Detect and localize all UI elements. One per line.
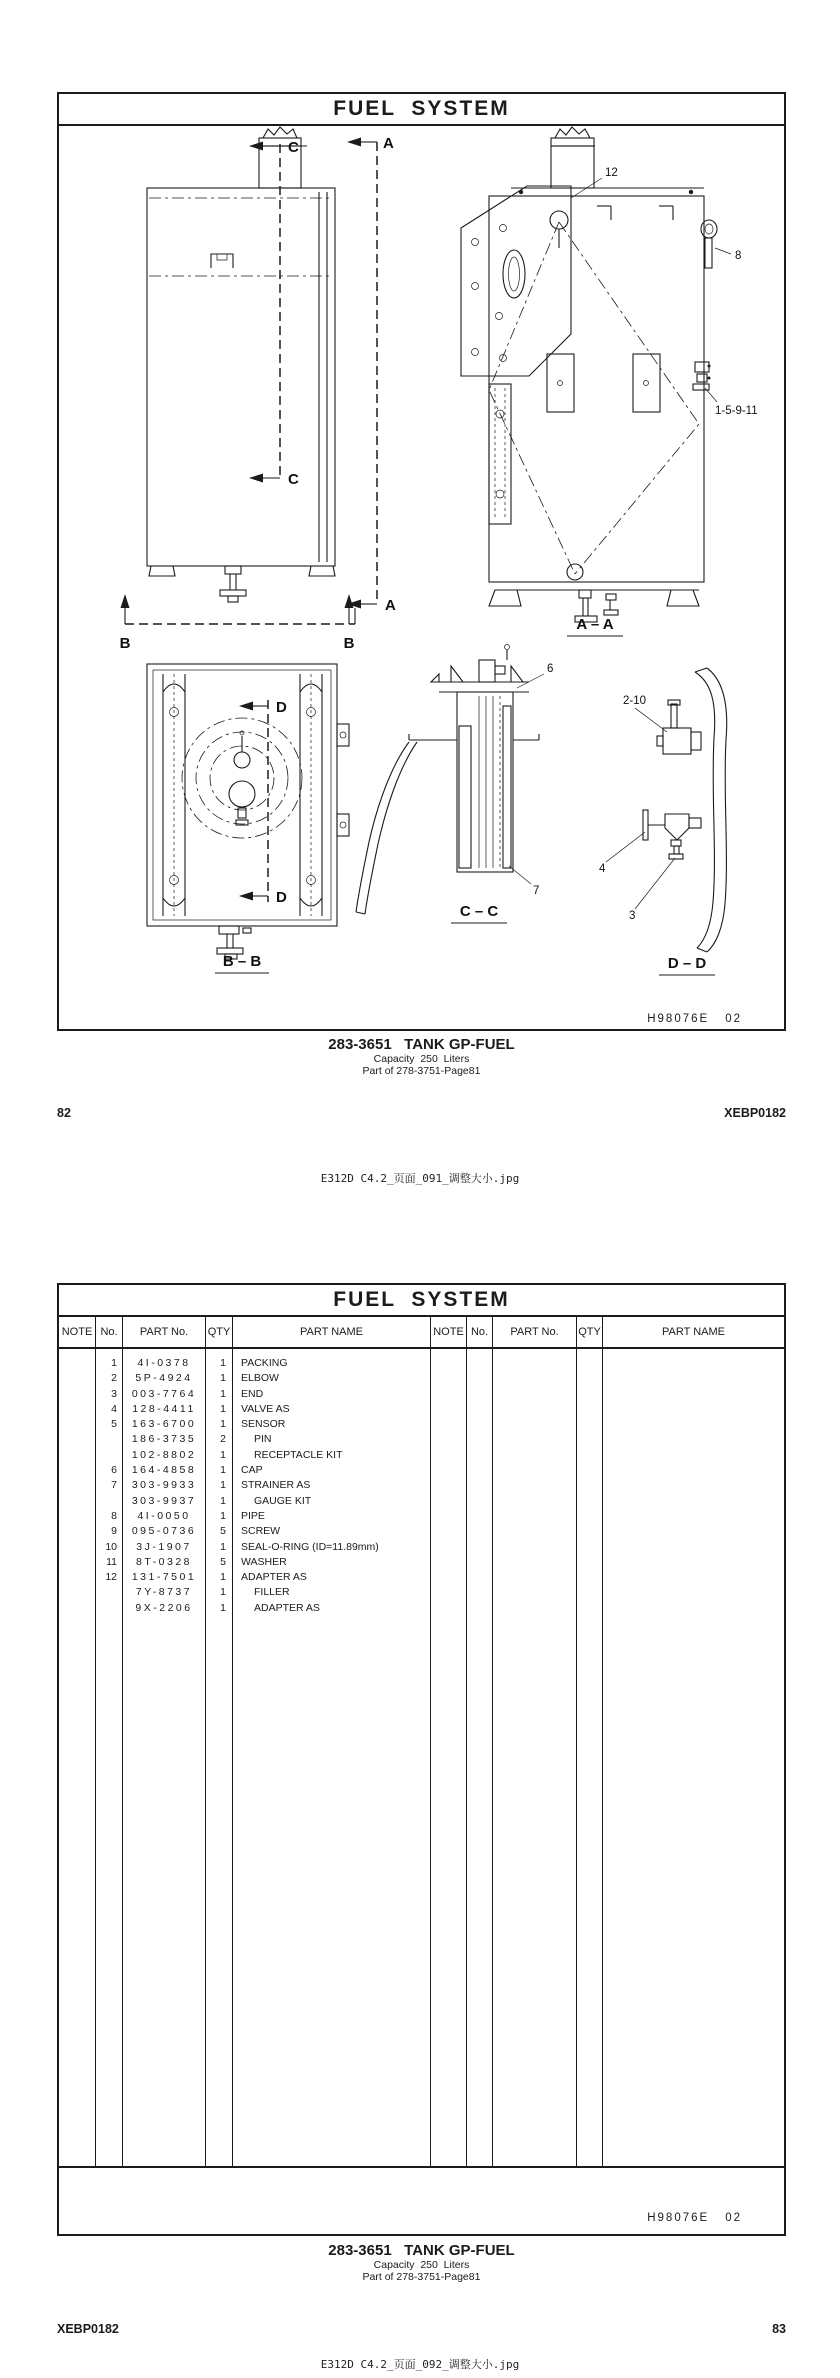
drawing-area [59, 126, 784, 1031]
drawing-sheet-page1 [57, 92, 786, 1031]
cell-note [59, 1509, 95, 1524]
capacity-note: Capacity 250 Liters [373, 1053, 470, 1066]
svg-text:C – C: C – C [459, 903, 499, 920]
dd-callouts [599, 695, 675, 922]
cell-name: END [241, 1387, 264, 1400]
cell-qty: 1 [220, 1479, 226, 1492]
plate-code-page2 [647, 2212, 742, 2224]
page-number: 83 [772, 2322, 786, 2336]
section-label-c-bottom: C [288, 471, 299, 488]
col-header-part-name-2: PART NAME [662, 1326, 725, 1338]
view-label-bb [215, 953, 269, 973]
part-title: 283-3651 TANK GP-FUEL [328, 2242, 515, 2259]
page-number: 82 [57, 1106, 71, 1120]
plate-code-page1 [647, 1013, 742, 1025]
cell-no: 9 [111, 1525, 117, 1538]
cell-part_no: 3J-1907 [136, 1540, 192, 1553]
cell-no: 3 [111, 1387, 117, 1400]
cell-qty: 1 [220, 1448, 226, 1461]
col-no-right [467, 1349, 493, 2166]
sheet2-title-band [59, 1285, 784, 1317]
cell-no: 1 [111, 1357, 117, 1369]
section-line-b [120, 594, 355, 652]
cell-part_no: 186-3735 [131, 1433, 197, 1446]
cell-note [59, 1432, 95, 1447]
cell-name: PIPE [241, 1509, 265, 1522]
cc-callouts [509, 663, 553, 897]
plate-revision: 02 [725, 2212, 742, 2224]
svg-text:D – D: D – D [667, 955, 707, 972]
front-view-drawing [147, 127, 335, 602]
section-label-a-bottom: A [385, 597, 396, 614]
callout-7: 7 [533, 885, 540, 897]
cell-part_no: 102-8802 [131, 1448, 197, 1461]
plate-number: H98076E [647, 2212, 710, 2224]
cell-part_no: 8T-0328 [135, 1555, 193, 1568]
doc-code: XEBP0182 [724, 1106, 786, 1120]
callout-3: 3 [629, 910, 636, 922]
col-header-part-no-2: PART No. [493, 1317, 577, 1347]
cell-name: FILLER [254, 1586, 290, 1599]
view-label-dd [659, 955, 715, 975]
cell-name: CAP [241, 1464, 263, 1477]
cell-part_no: 4I-0378 [137, 1357, 191, 1369]
cell-qty: 1 [220, 1372, 226, 1385]
cell-no: 2 [111, 1372, 117, 1385]
cell-name: PIN [254, 1433, 272, 1446]
cell-qty: 2 [220, 1433, 226, 1446]
sheet2-footer [59, 2166, 784, 2234]
view-label-aa [567, 616, 623, 636]
cell-name: ELBOW [241, 1372, 279, 1385]
cell-name: VALVE AS [241, 1402, 290, 1415]
cell-qty: 1 [220, 1387, 226, 1400]
cell-note [59, 1387, 95, 1402]
cell-no: 5 [111, 1418, 117, 1431]
parts-table-sheet-page2 [57, 1283, 786, 2236]
section-label-b-left: B [119, 635, 131, 652]
cell-no: 10 [105, 1540, 117, 1553]
cell-note [59, 1570, 95, 1585]
col-header-no: No. [96, 1317, 123, 1347]
cell-no [96, 1601, 122, 1616]
col-part-no [123, 1349, 206, 2166]
cell-note [59, 1540, 95, 1555]
cell-qty: 1 [220, 1494, 226, 1507]
cell-note [59, 1448, 95, 1463]
col-header-qty-2: QTY [577, 1317, 603, 1347]
cell-name: STRAINER AS [241, 1479, 311, 1492]
cell-qty: 1 [220, 1509, 226, 1522]
cell-note [59, 1555, 95, 1570]
col-qty [206, 1349, 233, 2166]
callout-12: 12 [605, 167, 618, 179]
cell-note [59, 1463, 95, 1478]
callout-8: 8 [735, 250, 742, 262]
cell-name: GAUGE KIT [254, 1494, 312, 1507]
cell-part_no: 095-0736 [131, 1525, 197, 1538]
svg-text:B – B: B – B [222, 953, 262, 970]
cell-part_no: 7Y-8737 [135, 1586, 193, 1599]
folio-page1 [57, 1106, 786, 1120]
cell-qty: 1 [220, 1357, 226, 1369]
capacity-note: Capacity 250 Liters [373, 2259, 470, 2272]
cell-no: 4 [111, 1402, 117, 1415]
section-line-a [347, 135, 396, 614]
filename-caption-page1: E312D C4.2_页面_091_调整大小.jpg [320, 1172, 520, 1185]
cell-no: 8 [111, 1509, 117, 1522]
cell-part_no: 003-7764 [131, 1387, 197, 1400]
cell-note [59, 1585, 95, 1600]
cell-part_no: 164-4858 [131, 1464, 197, 1477]
cell-qty: 1 [220, 1540, 226, 1553]
cell-part_no: 131-7501 [131, 1571, 197, 1584]
col-header-note: NOTE [59, 1317, 96, 1347]
cell-qty: 5 [220, 1525, 226, 1538]
cell-no: 11 [106, 1555, 117, 1568]
parts-table-body [59, 1349, 784, 2166]
cell-no [96, 1448, 122, 1463]
section-dd-drawing [643, 668, 727, 952]
cell-note [59, 1601, 95, 1616]
cell-note [59, 1417, 95, 1432]
cell-qty: 1 [220, 1418, 226, 1431]
sheet2-title: FUEL SYSTEM [333, 1288, 510, 1311]
section-line-c [249, 139, 299, 488]
cell-no [96, 1494, 122, 1509]
folio-page2 [57, 2322, 786, 2336]
section-label-d-bottom: D [276, 889, 287, 906]
cell-part_no: 5P-4924 [135, 1372, 193, 1385]
cell-part_no: 4I-0050 [137, 1509, 191, 1522]
cell-part_no: 9X-2206 [135, 1601, 193, 1614]
cell-note [59, 1402, 95, 1417]
cell-note [59, 1371, 95, 1386]
part-of-note: Part of 278-3751-Page81 [362, 1065, 481, 1078]
filename-caption-page2: E312D C4.2_页面_092_调整大小.jpg [320, 2358, 520, 2371]
col-header-part-name: PART NAME [233, 1317, 431, 1347]
col-qty-right [577, 1349, 603, 2166]
cell-part_no: 303-9937 [131, 1494, 197, 1507]
col-part-no-right [493, 1349, 577, 2166]
cell-part_no: 303-9933 [131, 1479, 197, 1492]
section-aa-drawing [461, 127, 717, 622]
sheet1-title-band [59, 94, 784, 126]
cell-name: ADAPTER AS [241, 1571, 307, 1584]
cell-note [59, 1356, 95, 1371]
part-title: 283-3651 TANK GP-FUEL [328, 1036, 515, 1053]
fuel-tank-drawing [59, 126, 784, 1031]
cell-name: SCREW [241, 1525, 281, 1538]
col-part-name-right [603, 1349, 784, 2166]
col-no [96, 1349, 123, 2166]
callout-4: 4 [599, 863, 606, 875]
cell-qty: 1 [220, 1571, 226, 1584]
cell-name: SEAL-O-RING (ID=11.89mm) [241, 1540, 379, 1553]
cell-part_no: 163-6700 [131, 1418, 197, 1431]
cell-no: 12 [105, 1571, 117, 1584]
col-header-part-no: PART No. [123, 1317, 206, 1347]
cell-name: PACKING [241, 1357, 288, 1369]
section-label-a-top: A [383, 135, 394, 152]
cell-no: 7 [111, 1479, 117, 1492]
cell-no [96, 1585, 122, 1600]
cell-qty: 1 [220, 1402, 226, 1415]
cell-name: SENSOR [241, 1418, 286, 1431]
cell-qty: 5 [220, 1555, 226, 1568]
parts-table-header [59, 1317, 784, 1349]
callout-1-5-9-11: 1-5-9-11 [715, 405, 758, 417]
cell-name: ADAPTER AS [254, 1601, 320, 1614]
col-note [59, 1349, 96, 2166]
sheet1-title: FUEL SYSTEM [333, 97, 510, 120]
cell-name: WASHER [241, 1555, 287, 1568]
cell-qty: 1 [220, 1601, 226, 1614]
cell-note [59, 1478, 95, 1493]
plate-number: H98076E [647, 1013, 710, 1025]
col-header-note-2: NOTE [431, 1317, 467, 1347]
cell-no [96, 1432, 122, 1447]
view-label-cc [451, 903, 507, 923]
col-header-qty: QTY [206, 1317, 233, 1347]
doc-code: XEBP0182 [57, 2322, 119, 2336]
aa-callouts [571, 167, 758, 417]
section-cc-drawing [356, 645, 539, 915]
part-of-note: Part of 278-3751-Page81 [362, 2271, 481, 2284]
cell-note [59, 1524, 95, 1539]
callout-2-10: 2-10 [623, 695, 647, 707]
section-label-b-right: B [343, 635, 355, 652]
section-label-d-top: D [276, 699, 287, 716]
col-note-right [431, 1349, 467, 2166]
col-part-name [233, 1349, 431, 2166]
col-header-no-2: No. [467, 1317, 493, 1347]
plate-revision: 02 [725, 1013, 742, 1025]
cell-qty: 1 [220, 1586, 226, 1599]
cell-qty: 1 [220, 1464, 226, 1477]
cell-no: 6 [111, 1464, 117, 1477]
callout-6: 6 [547, 663, 554, 675]
svg-text:A – A: A – A [576, 616, 614, 633]
title-block-page1 [57, 1036, 786, 1077]
title-block-page2 [57, 2242, 786, 2283]
cell-note [59, 1494, 95, 1509]
section-label-c-top: C [288, 139, 299, 156]
cell-name: RECEPTACLE KIT [254, 1448, 343, 1461]
cell-part_no: 128-4411 [132, 1402, 196, 1415]
